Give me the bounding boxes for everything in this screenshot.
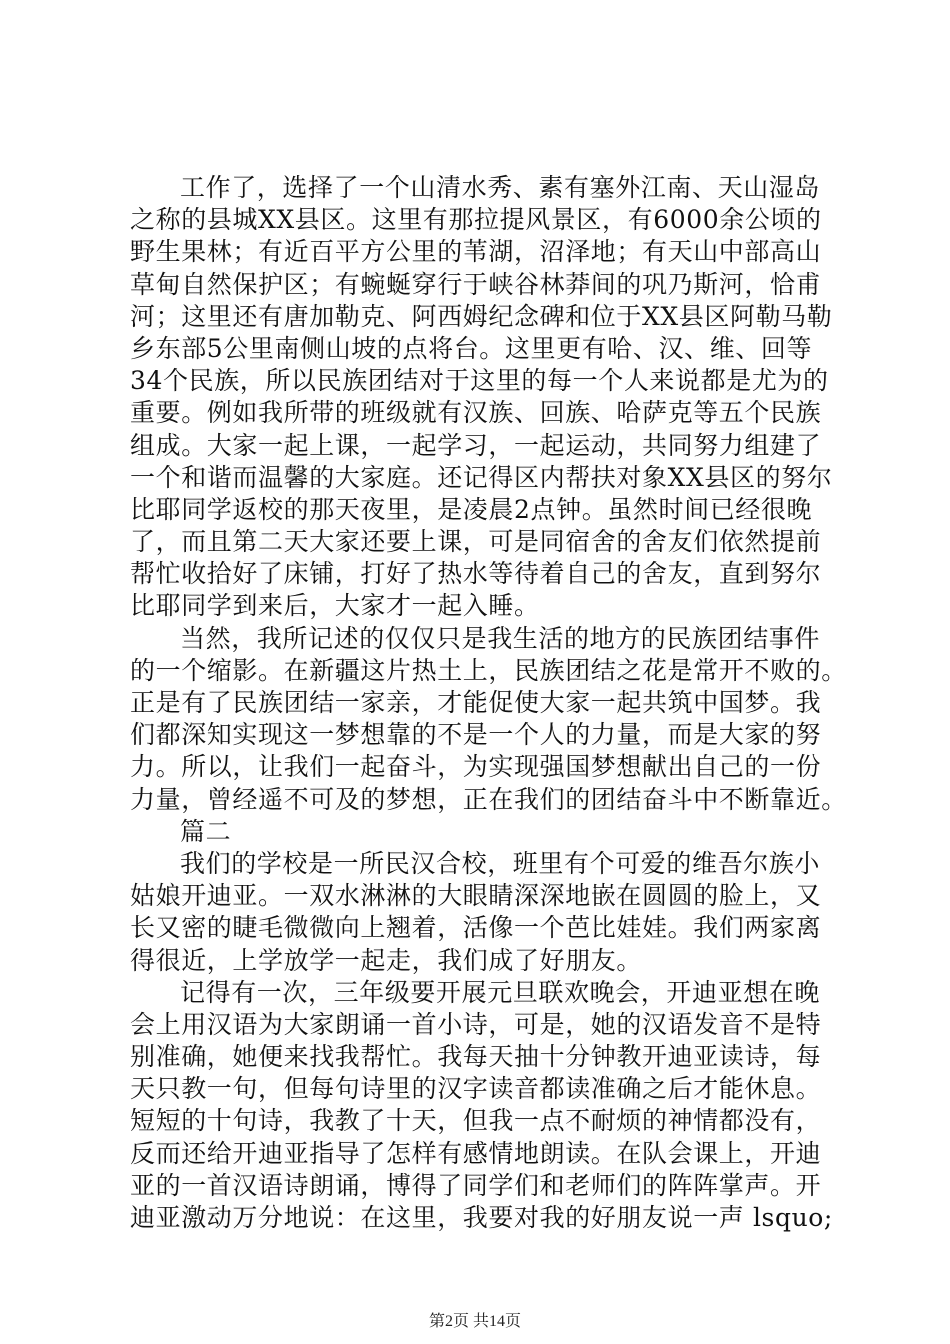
text-line: 之称的县城XX县区。这里有那拉提风景区，有6000余公顷的 [130, 205, 822, 235]
text-line: 野生果林；有近百平方公里的苇湖，沼泽地；有天山中部高山 [130, 237, 822, 267]
text-line: 迪亚激动万分地说：在这里，我要对我的好朋友说一声 lsquo; [130, 1203, 833, 1232]
text-line: 正是有了民族团结一家亲，才能促使大家一起共筑中国梦。我 [130, 688, 822, 717]
text-line: 我们的学校是一所民汉合校，班里有个可爱的维吾尔族小 [180, 848, 821, 878]
text-line: 天只教一句，但每句诗里的汉字读音都读准确之后才能休息。 [130, 1074, 822, 1104]
text-line: 组成。大家一起上课，一起学习，一起运动，共同努力组建了 [130, 430, 822, 460]
text-line: 们都深知实现这一梦想靠的不是一个人的力量，而是大家的努 [130, 720, 822, 750]
text-line: 重要。例如我所带的班级就有汉族、回族、哈萨克等五个民族 [130, 398, 822, 428]
text-line: 力量，曾经遥不可及的梦想，正在我们的团结奋斗中不断靠近。 [130, 784, 847, 814]
text-line: 比耶同学到来后，大家才一起入睡。 [130, 591, 540, 621]
text-line: 34个民族，所以民族团结对于这里的每一个人来说都是尤为的 [130, 366, 829, 396]
text-line: 工作了，选择了一个山清水秀、素有塞外江南、天山湿岛 [180, 173, 821, 202]
text-line: 姑娘开迪亚。一双水淋淋的大眼睛深深地嵌在圆圆的脸上，又 [130, 881, 822, 911]
text-line: 当然，我所记述的仅仅只是我生活的地方的民族团结事件 [180, 623, 821, 653]
text-line: 会上用汉语为大家朗诵一首小诗，可是，她的汉语发音不是特 [130, 1009, 822, 1039]
page-number-footer: 第2页 共14页 [428, 1313, 521, 1330]
text-line: 记得有一次，三年级要开展元旦联欢晚会，开迪亚想在晚 [180, 977, 821, 1007]
text-line: 了，而且第二天大家还要上课，可是同宿舍的舍友们依然提前 [130, 527, 822, 557]
text-line: 力。所以，让我们一起奋斗，为实现强国梦想献出自己的一份 [130, 752, 822, 782]
text-line: 短短的十句诗，我教了十天，但我一点不耐烦的神情都没有， [130, 1106, 822, 1136]
text-line: 反而还给开迪亚指导了怎样有感情地朗读。在队会课上，开迪 [130, 1138, 822, 1168]
text-line: 的一个缩影。在新疆这片热土上，民族团结之花是常开不败的。 [130, 655, 847, 685]
text-line: 长又密的睫毛微微向上翘着，活像一个芭比娃娃。我们两家离 [130, 913, 822, 943]
text-line: 一个和谐而温馨的大家庭。还记得区内帮扶对象XX县区的努尔 [130, 462, 833, 492]
text-line: 草甸自然保护区；有蜿蜒穿行于峡谷林莽间的巩乃斯河，恰甫 [130, 269, 822, 299]
text-line: 别准确，她便来找我帮忙。我每天抽十分钟教开迪亚读诗，每 [130, 1042, 822, 1072]
document-body [130, 172, 850, 1234]
text-line: 亚的一首汉语诗朗诵，博得了同学们和老师们的阵阵掌声。开 [130, 1170, 822, 1200]
text-line: 乡东部5公里南侧山坡的点将台。这里更有哈、汉、维、回等 [130, 333, 813, 363]
text-line: 比耶同学返校的那天夜里，是凌晨2点钟。虽然时间已经很晚 [130, 494, 813, 524]
section-heading: 篇二 [180, 816, 232, 846]
text-line: 河；这里还有唐加勒克、阿西姆纪念碑和位于XX县区阿勒马勒 [130, 301, 833, 331]
text-line: 得很近，上学放学一起走，我们成了好朋友。 [130, 945, 643, 975]
text-line: 帮忙收拾好了床铺，打好了热水等待着自己的舍友，直到努尔 [130, 559, 822, 589]
